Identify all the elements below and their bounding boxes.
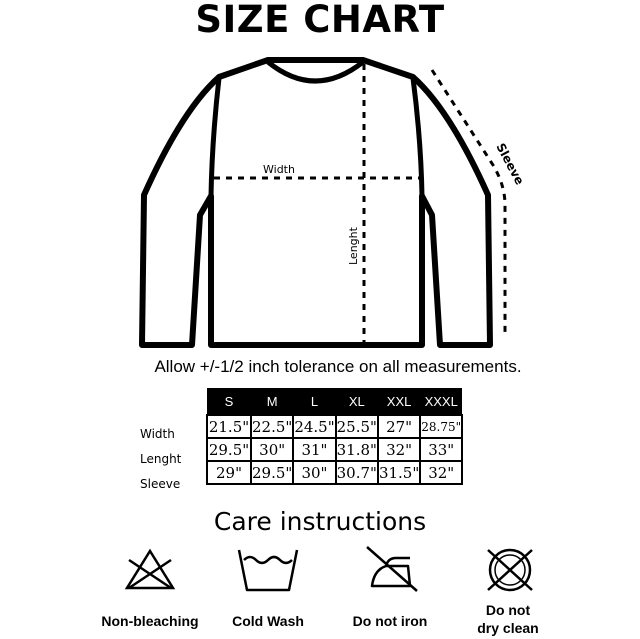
- table-cell: 32": [420, 461, 462, 484]
- table-cell: 21.5": [207, 415, 251, 438]
- size-header: XXL: [378, 388, 420, 415]
- row-label-length: Lenght: [140, 452, 182, 466]
- care-label-line: dry clean: [477, 620, 539, 636]
- table-cell: 30.7": [336, 461, 378, 484]
- table-cell: 29": [207, 461, 251, 484]
- size-header: M: [251, 388, 293, 415]
- no-dry-clean-icon: [482, 544, 538, 596]
- care-label-line: Do not: [485, 602, 531, 618]
- care-label-do-not-dry-clean: [438, 601, 578, 637]
- table-cell: 33": [420, 438, 462, 461]
- tolerance-note: Allow +/-1/2 inch tolerance on all measurements.: [154, 357, 522, 376]
- table-cell: 27": [378, 415, 420, 438]
- table-cell: 22.5": [251, 415, 293, 438]
- care-label-cold-wash: Cold Wash: [232, 613, 304, 629]
- size-header: XL: [336, 388, 378, 415]
- table-row: [207, 438, 462, 461]
- width-label: Width: [263, 163, 295, 176]
- length-label: Lenght: [347, 227, 360, 265]
- table-row: [207, 461, 462, 484]
- table-cell: 31.8": [336, 438, 378, 461]
- page-title: SIZE CHART: [195, 0, 445, 41]
- table-cell: 29.5": [207, 438, 251, 461]
- table-cell: 29.5": [251, 461, 293, 484]
- table-cell: 24.5": [293, 415, 335, 438]
- table-cell: 30": [251, 438, 293, 461]
- care-title: Care instructions: [213, 507, 427, 536]
- size-table: [206, 388, 463, 485]
- size-header-row: [207, 388, 462, 415]
- care-label-do-not-iron: Do not iron: [352, 613, 428, 629]
- sleeve-label: Sleeve: [493, 140, 527, 188]
- cold-wash-icon: [236, 546, 300, 594]
- size-header: L: [293, 388, 335, 415]
- no-iron-icon: [364, 544, 420, 594]
- table-cell: 25.5": [336, 415, 378, 438]
- table-cell: 31.5": [378, 461, 420, 484]
- table-cell: 30": [293, 461, 335, 484]
- size-header: S: [207, 388, 251, 415]
- table-row: [207, 415, 462, 438]
- shirt-diagram: [0, 40, 640, 355]
- row-label-width: Width: [140, 427, 175, 441]
- no-bleach-icon: [124, 548, 176, 592]
- care-label-non-bleaching: Non-bleaching: [101, 613, 199, 629]
- table-cell: 32": [378, 438, 420, 461]
- table-cell: 31": [293, 438, 335, 461]
- size-header: XXXL: [420, 388, 462, 415]
- table-cell: 28.75": [420, 415, 462, 438]
- shirt-outline: [142, 60, 490, 345]
- row-label-sleeve: Sleeve: [140, 477, 181, 491]
